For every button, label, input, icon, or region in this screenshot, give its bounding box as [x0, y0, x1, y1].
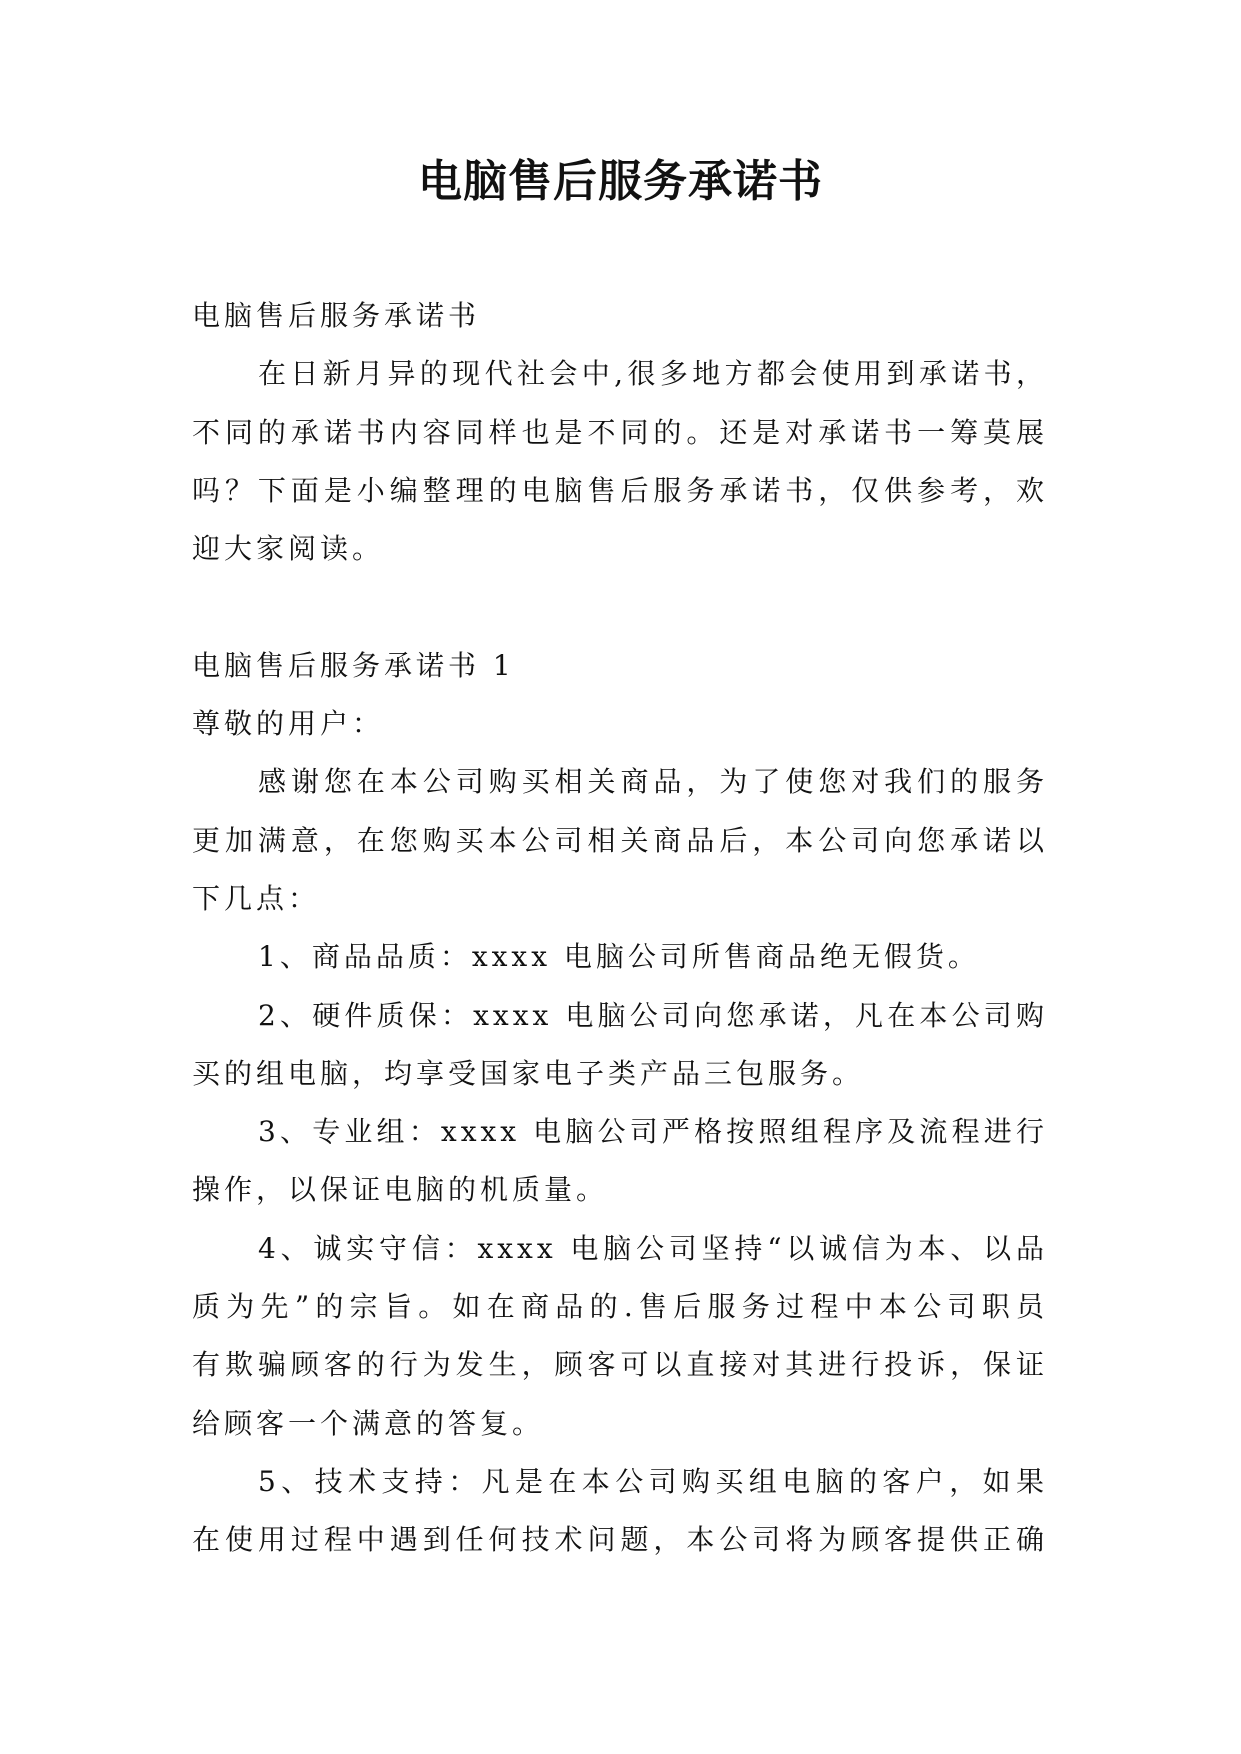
- section-heading: 电脑售后服务承诺书 1: [192, 648, 515, 682]
- point-paragraph-5: [192, 1453, 1048, 1570]
- paragraph-line: 有欺骗顾客的行为发生，顾客可以直接对其进行投诉，保证: [192, 1348, 1048, 1382]
- paragraph-line: 给顾客一个满意的答复。: [192, 1406, 545, 1440]
- blank-line: [192, 578, 1048, 636]
- paragraph-line: 5、技术支持：凡是在本公司购买组电脑的客户，如果: [258, 1464, 1048, 1498]
- paragraph-line: 1、商品品质：xxxx 电脑公司所售商品绝无假货。: [258, 940, 980, 974]
- document-heading: 电脑售后服务承诺书: [192, 299, 481, 332]
- paragraph-line: 更加满意，在您购买本公司相关商品后，本公司向您承诺以: [192, 823, 1048, 857]
- point-paragraph-1: [192, 928, 1048, 986]
- paragraph-line: 买的组电脑，均享受国家电子类产品三包服务。: [192, 1056, 865, 1090]
- salutation-paragraph: [192, 695, 1048, 753]
- intro-paragraph: [192, 345, 1048, 578]
- section-heading-paragraph: [192, 637, 1048, 695]
- point-paragraph-2: [192, 987, 1048, 1104]
- paragraph-line: 吗？下面是小编整理的电脑售后服务承诺书，仅供参考，欢: [192, 473, 1048, 507]
- document-body: [192, 287, 1048, 1570]
- document-title: 电脑售后服务承诺书: [418, 156, 823, 207]
- paragraph-line: 操作，以保证电脑的机质量。: [192, 1173, 609, 1207]
- point-paragraph-3: [192, 1103, 1048, 1220]
- paragraph-line: 4、诚实守信：xxxx 电脑公司坚持“以诚信为本、以品: [258, 1231, 1048, 1265]
- paragraph-line: 下几点：: [192, 881, 321, 915]
- paragraph-line: 不同的承诺书内容同样也是不同的。还是对承诺书一筹莫展: [192, 415, 1048, 449]
- point-paragraph-4: [192, 1220, 1048, 1453]
- paragraph-line: 3、专业组：xxxx 电脑公司严格按照组程序及流程进行: [258, 1115, 1048, 1149]
- salutation: 尊敬的用户：: [192, 707, 385, 741]
- paragraph-line: 在使用过程中遇到任何技术问题，本公司将为顾客提供正确: [192, 1523, 1048, 1557]
- paragraph-line: 迎大家阅读。: [192, 532, 385, 566]
- paragraph-line: 感谢您在本公司购买相关商品，为了使您对我们的服务: [258, 765, 1048, 799]
- paragraph-line: 质为先”的宗旨。如在商品的.售后服务过程中本公司职员: [192, 1290, 1048, 1324]
- paragraph-line: 2、硬件质保：xxxx 电脑公司向您承诺，凡在本公司购: [258, 998, 1048, 1032]
- document-heading-paragraph: [192, 287, 1048, 345]
- paragraph-line: 在日新月异的现代社会中,很多地方都会使用到承诺书，: [258, 357, 1048, 391]
- opening-paragraph: [192, 753, 1048, 928]
